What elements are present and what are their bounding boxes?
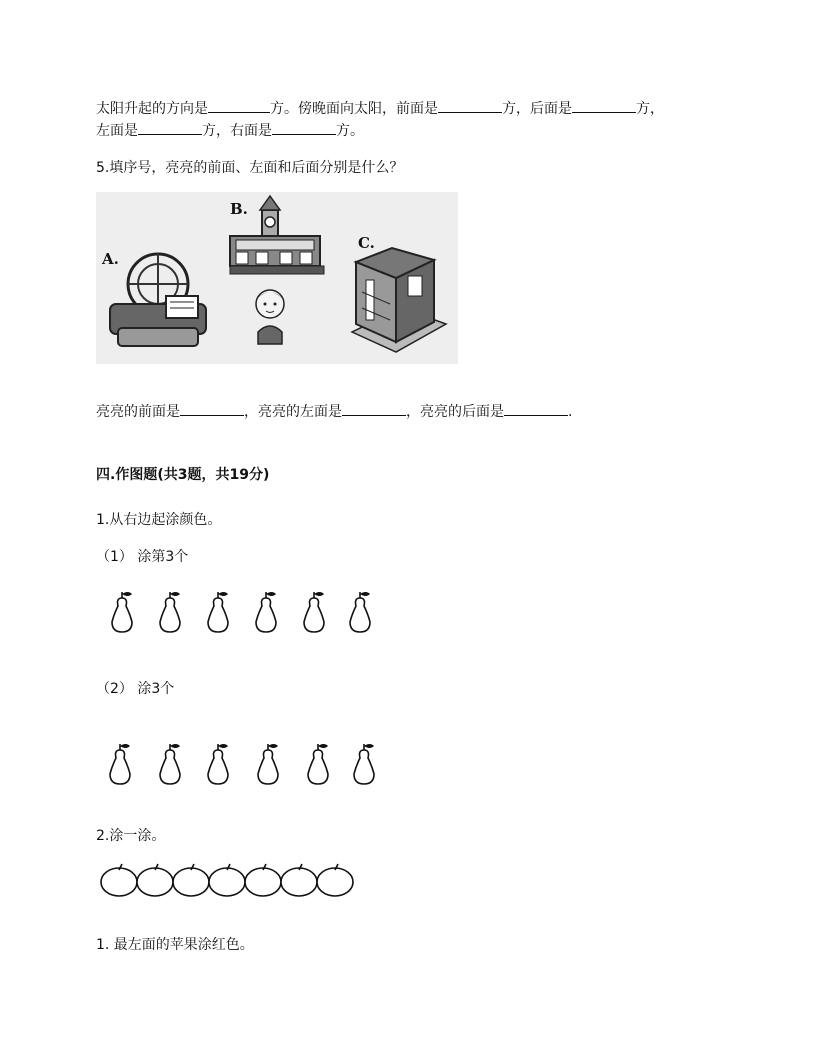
q5-answer-text: 亮亮的前面是 bbox=[96, 404, 180, 420]
section-heading: 四.作图题(共3题，共19分) bbox=[96, 467, 270, 483]
answer-blank[interactable] bbox=[438, 100, 502, 113]
pear-icon[interactable] bbox=[110, 744, 130, 784]
q4-line2 bbox=[96, 120, 364, 140]
pear-icon[interactable] bbox=[208, 592, 228, 632]
pear-icon[interactable] bbox=[350, 592, 370, 632]
p1-sub1: （1） 涂第3个 bbox=[96, 549, 189, 565]
apple-icon[interactable] bbox=[173, 864, 209, 896]
answer-blank[interactable] bbox=[504, 403, 568, 416]
q5-answer-text: ，亮亮的后面是 bbox=[406, 404, 504, 420]
q5-answer-line bbox=[96, 401, 572, 421]
q5-answer-text: . bbox=[568, 404, 573, 420]
boy-icon bbox=[256, 290, 284, 344]
pear-icon[interactable] bbox=[308, 744, 328, 784]
q4-text: 左面是 bbox=[96, 123, 138, 139]
pear-icon[interactable] bbox=[304, 592, 324, 632]
answer-blank[interactable] bbox=[342, 403, 406, 416]
q4-text: 方。 bbox=[336, 123, 364, 139]
label-b: B. bbox=[230, 200, 248, 218]
p2-title: 2.涂一涂。 bbox=[96, 828, 166, 844]
pear-icon[interactable] bbox=[256, 592, 276, 632]
label-a: A. bbox=[102, 250, 119, 268]
pear-icon[interactable] bbox=[112, 592, 132, 632]
q4-text: 方。傍晚面向太阳，前面是 bbox=[270, 101, 438, 117]
ferris-wheel-icon bbox=[110, 254, 206, 346]
q4-text: 方，后面是 bbox=[502, 101, 572, 117]
answer-blank[interactable] bbox=[572, 100, 636, 113]
answer-blank[interactable] bbox=[180, 403, 244, 416]
pear-icon[interactable] bbox=[258, 744, 278, 784]
apple-icon[interactable] bbox=[101, 864, 137, 896]
apple-icon[interactable] bbox=[209, 864, 245, 896]
apple-icon[interactable] bbox=[137, 864, 173, 896]
pear-icon[interactable] bbox=[354, 744, 374, 784]
p2-instruction: 1. 最左面的苹果涂红色。 bbox=[96, 937, 254, 953]
pear-icon[interactable] bbox=[160, 592, 180, 632]
answer-blank[interactable] bbox=[208, 100, 270, 113]
apple-icon[interactable] bbox=[281, 864, 317, 896]
pear-icon[interactable] bbox=[208, 744, 228, 784]
building-icon bbox=[352, 248, 446, 352]
apple-icon[interactable] bbox=[245, 864, 281, 896]
answer-blank[interactable] bbox=[138, 122, 202, 135]
pear-row-2 bbox=[100, 738, 390, 792]
q5-title: 5.填序号，亮亮的前面、左面和后面分别是什么？ bbox=[96, 160, 404, 176]
q4-text: 太阳升起的方向是 bbox=[96, 101, 208, 117]
pear-row-1 bbox=[100, 588, 380, 640]
p1-title: 1.从右边起涂颜色。 bbox=[96, 512, 222, 528]
q4-text: 方，右面是 bbox=[202, 123, 272, 139]
p1-sub2: （2） 涂3个 bbox=[96, 681, 175, 697]
apple-icon[interactable] bbox=[317, 864, 353, 896]
pear-icon[interactable] bbox=[160, 744, 180, 784]
q4-text: 方， bbox=[636, 101, 664, 117]
q5-answer-text: ，亮亮的左面是 bbox=[244, 404, 342, 420]
apple-row bbox=[96, 860, 356, 904]
answer-blank[interactable] bbox=[272, 122, 336, 135]
q5-illustration bbox=[96, 192, 458, 364]
label-c: C. bbox=[358, 234, 375, 252]
q4-line1 bbox=[96, 98, 664, 118]
